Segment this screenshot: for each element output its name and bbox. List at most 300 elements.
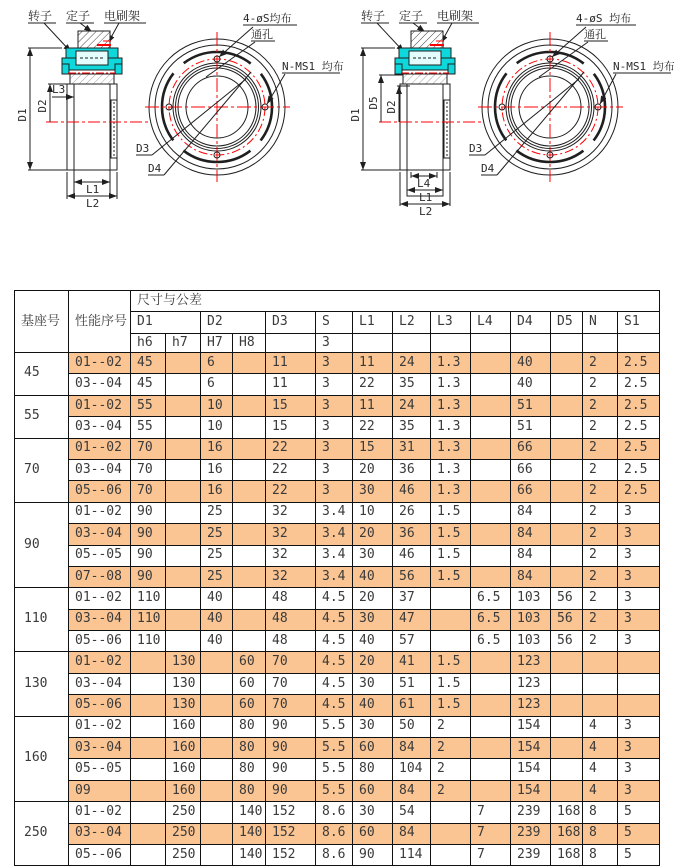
assembly1-front-view	[136, 25, 340, 182]
perf-number-cell: 01--02	[69, 802, 131, 823]
value-cell: 90	[266, 759, 316, 780]
value-cell	[166, 545, 201, 566]
base-number-cell: 45	[15, 353, 69, 396]
value-cell: 160	[166, 738, 201, 759]
value-cell: 2	[431, 780, 471, 801]
value-cell: 90	[353, 844, 393, 865]
value-cell: 7	[471, 823, 511, 844]
value-cell	[233, 459, 266, 480]
value-cell: 154	[511, 716, 551, 737]
value-cell: 55	[131, 417, 166, 438]
value-cell: 66	[511, 438, 551, 459]
sub-header-n: N	[583, 312, 618, 334]
value-cell: 3	[618, 588, 660, 609]
value-cell: 22	[266, 459, 316, 480]
value-cell: 103	[511, 588, 551, 609]
sub-header-d5: D5	[551, 312, 583, 334]
tolerance-header-cell: h7	[166, 334, 201, 353]
brush-holder-callout-label: 电刷架	[104, 9, 141, 23]
value-cell: 2	[583, 438, 618, 459]
dim-d3-label: D3	[136, 142, 150, 155]
header-row-1	[15, 291, 660, 312]
sub-header-l3: L3	[431, 312, 471, 334]
value-cell	[166, 631, 201, 652]
value-cell: 54	[393, 802, 431, 823]
value-cell: 140	[233, 823, 266, 844]
value-cell: 4	[583, 738, 618, 759]
value-cell: 22	[266, 481, 316, 502]
value-cell: 5	[618, 844, 660, 865]
value-cell: 103	[511, 631, 551, 652]
value-cell: 2.5	[618, 417, 660, 438]
value-cell	[583, 673, 618, 694]
value-cell: 3	[618, 631, 660, 652]
value-cell: 2.5	[618, 353, 660, 374]
value-cell	[551, 524, 583, 545]
value-cell: 60	[353, 823, 393, 844]
perf-number-cell: 03--04	[69, 459, 131, 480]
value-cell: 2	[583, 588, 618, 609]
value-cell: 66	[511, 481, 551, 502]
value-cell: 30	[353, 545, 393, 566]
value-cell	[618, 695, 660, 716]
value-cell: 2.5	[618, 374, 660, 395]
value-cell	[471, 353, 511, 374]
sub-header-s: S	[316, 312, 353, 334]
value-cell: 3	[316, 417, 353, 438]
value-cell: 30	[353, 802, 393, 823]
value-cell: 51	[511, 395, 551, 416]
value-cell	[551, 502, 583, 523]
value-cell: 70	[266, 652, 316, 673]
value-cell	[201, 844, 233, 865]
dims-header-cell: 尺寸与公差	[131, 291, 660, 312]
table-row	[15, 780, 660, 801]
value-cell: 2	[431, 716, 471, 737]
value-cell: 130	[166, 673, 201, 694]
value-cell: 37	[393, 588, 431, 609]
value-cell: 84	[511, 545, 551, 566]
value-cell: 152	[266, 844, 316, 865]
rotor-callout-label: 转子	[28, 9, 53, 23]
brush-holder-callout-label: 电刷架	[437, 9, 474, 23]
value-cell: 80	[233, 738, 266, 759]
value-cell: 56	[551, 631, 583, 652]
value-cell	[471, 780, 511, 801]
value-cell: 50	[393, 716, 431, 737]
value-cell: 4.5	[316, 695, 353, 716]
perf-column-header-label: 性能序号	[75, 313, 128, 329]
table-row	[15, 652, 660, 673]
value-cell: 30	[353, 673, 393, 694]
value-cell: 24	[393, 395, 431, 416]
value-cell: 70	[266, 695, 316, 716]
value-cell: 3.4	[316, 566, 353, 587]
value-cell: 10	[353, 502, 393, 523]
value-cell: 30	[353, 481, 393, 502]
value-cell	[131, 759, 166, 780]
sub-header-d1: D1	[131, 312, 201, 334]
value-cell: 1.5	[431, 566, 471, 587]
value-cell: 11	[353, 353, 393, 374]
tolerance-header-cell	[266, 334, 316, 353]
value-cell	[166, 353, 201, 374]
dim-d2-label: D2	[385, 100, 398, 114]
table-row	[15, 417, 660, 438]
value-cell	[201, 759, 233, 780]
table-row	[15, 759, 660, 780]
tolerance-header-cell: h6	[131, 334, 166, 353]
assembly2-front-labels	[469, 11, 675, 175]
value-cell	[471, 374, 511, 395]
table-row	[15, 395, 660, 416]
value-cell: 152	[266, 802, 316, 823]
value-cell: 7	[471, 844, 511, 865]
dim-d4-label: D4	[148, 162, 162, 175]
base-number-cell: 70	[15, 438, 69, 502]
perf-number-cell: 03--04	[69, 823, 131, 844]
stator-callout-label: 定子	[66, 9, 91, 23]
value-cell: 25	[201, 545, 233, 566]
perf-number-cell: 01--02	[69, 353, 131, 374]
tolerance-header-cell: H8	[233, 334, 266, 353]
value-cell	[471, 716, 511, 737]
table-row	[15, 502, 660, 523]
value-cell	[471, 481, 511, 502]
value-cell: 3	[316, 353, 353, 374]
perf-number-cell: 05--06	[69, 695, 131, 716]
value-cell	[166, 481, 201, 502]
value-cell: 40	[201, 631, 233, 652]
value-cell: 47	[393, 609, 431, 630]
value-cell: 60	[233, 695, 266, 716]
value-cell: 168	[551, 844, 583, 865]
value-cell: 114	[393, 844, 431, 865]
dim-d3-label: D3	[469, 142, 483, 155]
value-cell: 6.5	[471, 609, 511, 630]
value-cell: 40	[353, 695, 393, 716]
perf-number-cell: 09	[69, 780, 131, 801]
value-cell	[471, 566, 511, 587]
value-cell: 4.5	[316, 609, 353, 630]
sub-header-d4: D4	[511, 312, 551, 334]
value-cell: 80	[233, 716, 266, 737]
assembly1-front-labels	[136, 11, 344, 175]
value-cell: 154	[511, 780, 551, 801]
value-cell	[551, 673, 583, 694]
value-cell	[201, 780, 233, 801]
value-cell: 84	[393, 738, 431, 759]
value-cell	[233, 417, 266, 438]
table-row	[15, 374, 660, 395]
value-cell: 1.5	[431, 502, 471, 523]
value-cell: 25	[201, 566, 233, 587]
value-cell: 51	[511, 417, 551, 438]
value-cell: 46	[393, 545, 431, 566]
value-cell: 110	[131, 588, 166, 609]
base-number-cell: 90	[15, 502, 69, 588]
value-cell: 15	[353, 438, 393, 459]
value-cell: 8.6	[316, 802, 353, 823]
value-cell	[471, 524, 511, 545]
value-cell	[471, 417, 511, 438]
value-cell: 239	[511, 844, 551, 865]
perf-number-cell: 03--04	[69, 673, 131, 694]
perf-number-cell: 05--06	[69, 631, 131, 652]
value-cell: 40	[511, 353, 551, 374]
value-cell: 48	[266, 631, 316, 652]
dimension-table	[14, 290, 660, 866]
value-cell: 160	[166, 780, 201, 801]
value-cell: 152	[266, 823, 316, 844]
value-cell: 36	[393, 459, 431, 480]
value-cell: 1.5	[431, 652, 471, 673]
dim-d1-label: D1	[16, 108, 29, 122]
value-cell	[201, 695, 233, 716]
value-cell: 168	[551, 823, 583, 844]
value-cell: 1.5	[431, 673, 471, 694]
dim-l2-label: L2	[86, 197, 100, 210]
value-cell	[431, 844, 471, 865]
value-cell: 30	[353, 609, 393, 630]
rotor-callout-label: 转子	[361, 9, 386, 23]
value-cell: 8	[583, 802, 618, 823]
table-row	[15, 673, 660, 694]
tolerance-header-cell: 3	[316, 334, 353, 353]
value-cell: 70	[131, 459, 166, 480]
value-cell: 250	[166, 844, 201, 865]
value-cell: 61	[393, 695, 431, 716]
value-cell: 60	[233, 652, 266, 673]
value-cell: 5	[618, 802, 660, 823]
table-row	[15, 353, 660, 374]
value-cell	[233, 545, 266, 566]
value-cell: 3	[316, 374, 353, 395]
value-cell	[471, 738, 511, 759]
value-cell	[551, 374, 583, 395]
value-cell: 4.5	[316, 673, 353, 694]
value-cell	[233, 566, 266, 587]
value-cell: 15	[266, 417, 316, 438]
value-cell: 45	[131, 374, 166, 395]
value-cell: 3	[316, 438, 353, 459]
value-cell: 16	[201, 459, 233, 480]
value-cell	[583, 695, 618, 716]
value-cell	[131, 802, 166, 823]
perf-number-cell: 03--04	[69, 417, 131, 438]
table-row	[15, 823, 660, 844]
value-cell: 90	[131, 566, 166, 587]
value-cell	[551, 353, 583, 374]
value-cell: 130	[166, 695, 201, 716]
value-cell: 80	[353, 759, 393, 780]
value-cell	[471, 502, 511, 523]
value-cell: 57	[393, 631, 431, 652]
perf-column-header	[69, 291, 131, 353]
value-cell: 1.5	[431, 695, 471, 716]
holes-note-line2-label: 通孔	[584, 28, 606, 41]
dim-d4-label: D4	[481, 162, 495, 175]
sub-header-l1: L1	[353, 312, 393, 334]
tolerance-header-cell	[511, 334, 551, 353]
value-cell: 20	[353, 588, 393, 609]
value-cell: 1.3	[431, 417, 471, 438]
thread-note-label: N-MS1 均布	[282, 60, 344, 73]
value-cell: 2.5	[618, 438, 660, 459]
sub-header-l4: L4	[471, 312, 511, 334]
perf-number-cell: 05--06	[69, 844, 131, 865]
table-header	[15, 291, 660, 353]
value-cell	[551, 566, 583, 587]
value-cell: 32	[266, 566, 316, 587]
value-cell	[201, 823, 233, 844]
value-cell: 90	[131, 502, 166, 523]
tolerance-header-cell	[471, 334, 511, 353]
value-cell: 154	[511, 759, 551, 780]
value-cell: 24	[393, 353, 431, 374]
perf-number-cell: 07--08	[69, 566, 131, 587]
thread-note-label: N-MS1 均布	[613, 60, 675, 73]
value-cell: 160	[166, 716, 201, 737]
value-cell: 2	[431, 759, 471, 780]
value-cell: 55	[131, 395, 166, 416]
value-cell: 104	[393, 759, 431, 780]
value-cell: 2.5	[618, 395, 660, 416]
value-cell: 3	[618, 738, 660, 759]
value-cell	[233, 588, 266, 609]
value-cell	[166, 395, 201, 416]
value-cell: 1.3	[431, 438, 471, 459]
holes-note-line1-label: 4-øS均布	[243, 12, 292, 25]
value-cell: 8.6	[316, 823, 353, 844]
perf-number-cell: 05--05	[69, 759, 131, 780]
value-cell: 70	[131, 438, 166, 459]
value-cell	[131, 673, 166, 694]
value-cell: 84	[393, 823, 431, 844]
value-cell: 46	[393, 481, 431, 502]
value-cell	[618, 652, 660, 673]
table-row	[15, 438, 660, 459]
value-cell: 3	[618, 609, 660, 630]
value-cell: 110	[131, 631, 166, 652]
value-cell: 2	[583, 459, 618, 480]
value-cell: 25	[201, 502, 233, 523]
value-cell: 90	[266, 716, 316, 737]
value-cell	[431, 631, 471, 652]
perf-number-cell: 01--02	[69, 652, 131, 673]
value-cell: 40	[201, 609, 233, 630]
value-cell: 2	[583, 374, 618, 395]
perf-number-cell: 03--04	[69, 609, 131, 630]
value-cell: 1.3	[431, 374, 471, 395]
value-cell: 41	[393, 652, 431, 673]
table-body	[15, 353, 660, 866]
value-cell: 60	[353, 780, 393, 801]
base-column-header-label: 基座号	[21, 313, 61, 329]
perf-number-cell: 03--04	[69, 524, 131, 545]
value-cell: 60	[353, 738, 393, 759]
value-cell: 3	[618, 566, 660, 587]
perf-number-cell: 01--02	[69, 502, 131, 523]
assembly2-front-view	[469, 25, 671, 182]
value-cell: 80	[233, 780, 266, 801]
value-cell	[166, 566, 201, 587]
value-cell: 2	[583, 502, 618, 523]
value-cell	[166, 524, 201, 545]
value-cell: 45	[131, 353, 166, 374]
value-cell: 8	[583, 823, 618, 844]
base-number-cell: 110	[15, 588, 69, 652]
value-cell: 123	[511, 673, 551, 694]
value-cell	[233, 609, 266, 630]
value-cell	[131, 780, 166, 801]
perf-number-cell: 03--04	[69, 374, 131, 395]
value-cell: 8	[583, 844, 618, 865]
value-cell: 90	[131, 524, 166, 545]
value-cell: 90	[131, 545, 166, 566]
value-cell: 2	[583, 631, 618, 652]
value-cell: 20	[353, 652, 393, 673]
value-cell: 31	[393, 438, 431, 459]
perf-number-cell: 01--02	[69, 588, 131, 609]
value-cell: 6	[201, 374, 233, 395]
value-cell: 26	[393, 502, 431, 523]
value-cell: 56	[393, 566, 431, 587]
value-cell: 40	[201, 588, 233, 609]
table-row	[15, 524, 660, 545]
value-cell	[551, 759, 583, 780]
value-cell: 80	[233, 759, 266, 780]
value-cell	[551, 417, 583, 438]
stator-callout-label: 定子	[399, 9, 424, 23]
value-cell	[201, 802, 233, 823]
base-number-cell: 55	[15, 395, 69, 438]
value-cell: 6.5	[471, 631, 511, 652]
value-cell: 4.5	[316, 652, 353, 673]
table-row	[15, 588, 660, 609]
value-cell: 40	[353, 631, 393, 652]
dim-l2-label: L2	[419, 205, 433, 218]
value-cell	[471, 438, 511, 459]
value-cell: 2	[583, 395, 618, 416]
value-cell: 3	[316, 481, 353, 502]
value-cell	[471, 459, 511, 480]
tolerance-header-cell	[353, 334, 393, 353]
value-cell: 2	[583, 566, 618, 587]
value-cell	[131, 716, 166, 737]
value-cell: 15	[266, 395, 316, 416]
dim-d1-label: D1	[349, 108, 362, 122]
value-cell	[233, 395, 266, 416]
value-cell	[233, 481, 266, 502]
value-cell: 3	[316, 395, 353, 416]
value-cell: 168	[551, 802, 583, 823]
value-cell: 16	[201, 481, 233, 502]
value-cell: 56	[551, 609, 583, 630]
value-cell: 11	[353, 395, 393, 416]
value-cell: 3	[618, 545, 660, 566]
value-cell: 239	[511, 802, 551, 823]
value-cell: 160	[166, 759, 201, 780]
value-cell: 20	[353, 524, 393, 545]
holes-note-line1-label: 4-øS 均布	[576, 12, 632, 25]
value-cell: 3	[618, 780, 660, 801]
value-cell	[471, 395, 511, 416]
value-cell: 2	[583, 481, 618, 502]
value-cell	[551, 695, 583, 716]
perf-number-cell: 01--02	[69, 438, 131, 459]
value-cell: 154	[511, 738, 551, 759]
